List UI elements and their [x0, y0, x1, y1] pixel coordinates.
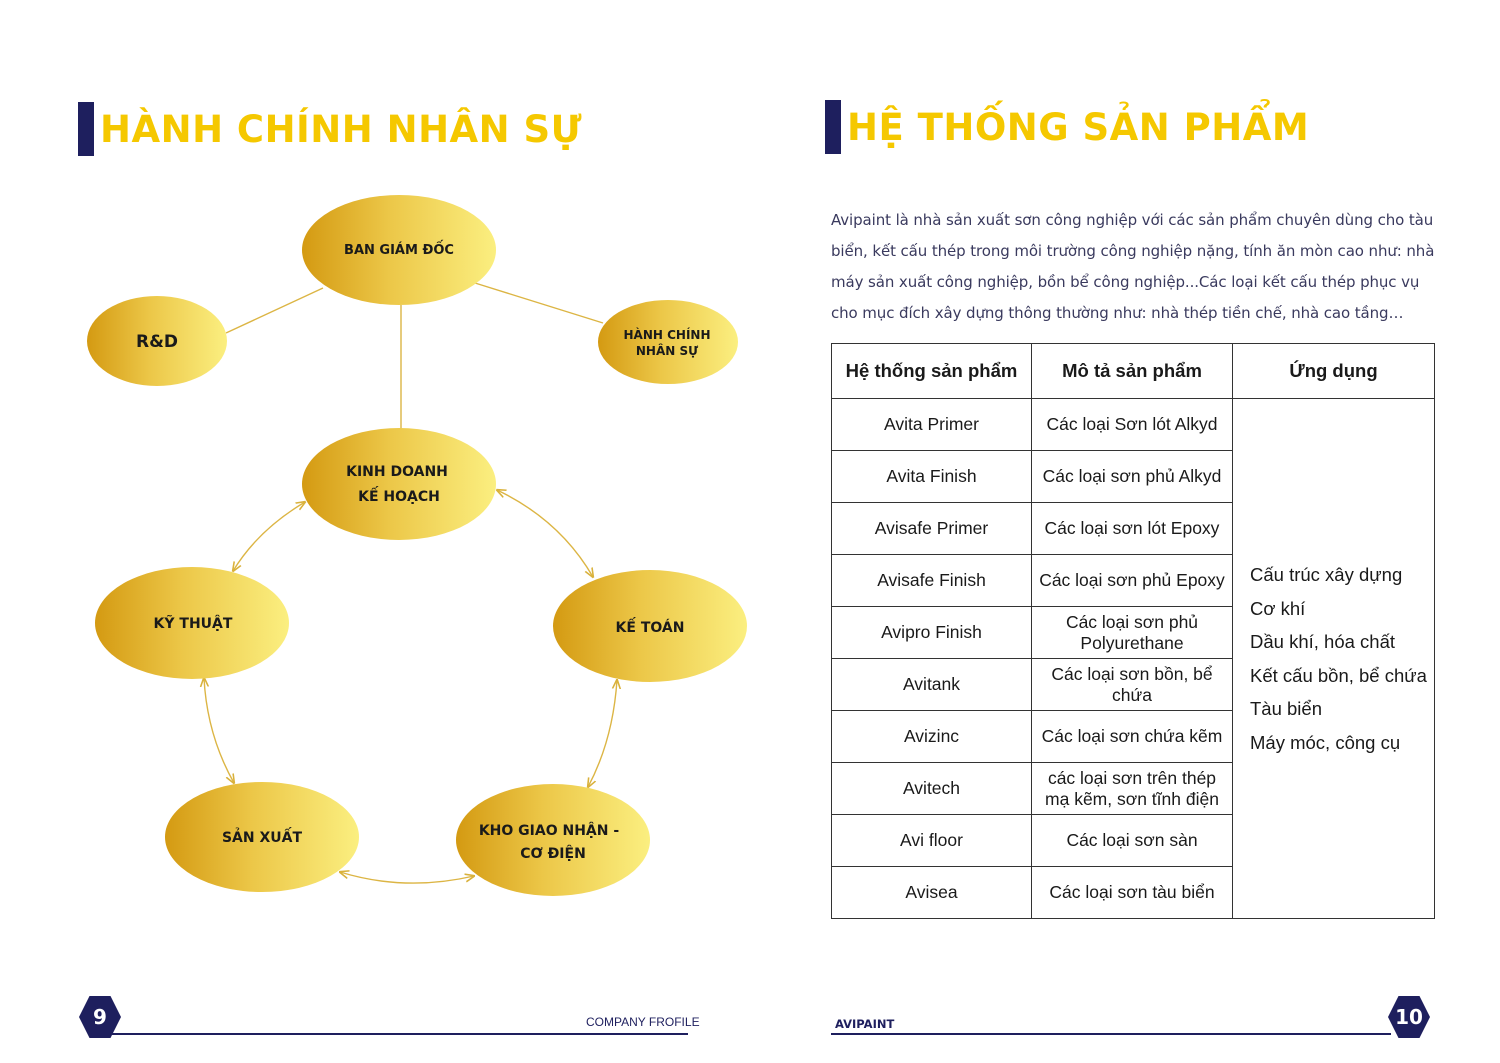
org-node-ban-giam-doc	[302, 195, 496, 305]
application-item: Cấu trúc xây dựng	[1250, 564, 1403, 585]
system-cell: Avizinc	[832, 711, 1032, 763]
node-label: KỸ THUẬT	[153, 616, 233, 632]
description-cell: Các loại sơn phủ Alkyd	[1032, 451, 1233, 503]
arrow-connector	[204, 678, 234, 783]
applications-cell	[1233, 399, 1435, 919]
org-node-rnd	[87, 296, 227, 386]
description-cell: Các loại sơn phủ Polyurethane	[1032, 607, 1233, 659]
system-cell: Avita Finish	[832, 451, 1032, 503]
arrow-connector	[233, 502, 305, 571]
application-item: Máy móc, công cụ	[1250, 731, 1401, 753]
table-header-row	[832, 344, 1435, 399]
footer-rule-right	[831, 1033, 1391, 1035]
arrow-connector	[340, 872, 474, 883]
description-cell: Các loại sơn tàu biển	[1032, 867, 1233, 919]
description-cell: Các loại sơn lót Epoxy	[1032, 503, 1233, 555]
header-system: Hệ thống sản phẩm	[832, 344, 1032, 399]
description-cell: các loại sơn trên thép mạ kẽm, sơn tĩnh điện	[1032, 763, 1233, 815]
application-item: Dầu khí, hóa chất	[1250, 631, 1396, 652]
node-label: KINH DOANH	[346, 464, 448, 480]
header-description: Mô tả sản phẩm	[1032, 344, 1233, 399]
connector-line	[475, 283, 603, 323]
system-cell: Avisafe Primer	[832, 503, 1032, 555]
arrow-connector	[588, 680, 617, 787]
left-page-title: HÀNH CHÍNH NHÂN SỰ	[78, 102, 582, 156]
node-label: HÀNH CHÍNH	[623, 328, 711, 342]
node-label: R&D	[135, 332, 179, 352]
system-cell: Avisafe Finish	[832, 555, 1032, 607]
node-label: KẾ TOÁN	[615, 620, 685, 636]
org-node-ke-toan	[553, 570, 747, 682]
system-cell: Avita Primer	[832, 399, 1032, 451]
intro-line: máy sản xuất công nghiệp, bồn bể công nghiệp...Các loại kết cấu thép phục vụ	[831, 273, 1420, 291]
system-cell: Avitank	[832, 659, 1032, 711]
connector-line	[226, 288, 323, 333]
intro-line: cho mục đích xây dựng thông thường như: nhà thép tiền chế, nhà cao tầng…	[831, 304, 1404, 322]
page-number-badge-right: 10	[1388, 996, 1430, 1038]
description-cell: Các loại Sơn lót Alkyd	[1032, 399, 1233, 451]
footer-label-right: AVIPAINT	[835, 1017, 895, 1031]
org-node-kho-giao-nhan-co-dien	[456, 784, 650, 896]
page-number-badge-left: 9	[79, 996, 121, 1038]
title-accent-bar	[825, 100, 841, 154]
node-label: NHÂN SỰ	[635, 344, 699, 358]
org-chart	[0, 0, 780, 960]
system-cell: Avisea	[832, 867, 1032, 919]
intro-line: Avipaint là nhà sản xuất sơn công nghiệp với các sản phẩm chuyên dùng cho tàu	[831, 211, 1434, 229]
intro-line: biển, kết cấu thép trong môi trường công nghiệp nặng, tính ăn mòn cao như: nhà	[831, 242, 1435, 260]
org-node-ky-thuat	[95, 567, 289, 679]
intro-paragraph	[831, 205, 1437, 329]
node-label: KHO GIAO NHẬN -	[478, 823, 620, 839]
footer-rule-left	[96, 1033, 688, 1035]
product-table	[831, 343, 1435, 919]
system-cell: Avipro Finish	[832, 607, 1032, 659]
org-node-hanh-chinh-nhan-su	[598, 300, 738, 384]
node-label: KẾ HOẠCH	[358, 489, 440, 505]
description-cell: Các loại sơn chứa kẽm	[1032, 711, 1233, 763]
node-label: SẢN XUẤT	[221, 830, 303, 846]
header-application: Ứng dụng	[1233, 344, 1435, 399]
application-item: Tàu biển	[1250, 698, 1322, 719]
node-label: BAN GIÁM ĐỐC	[344, 243, 454, 258]
system-cell: Avitech	[832, 763, 1032, 815]
node-label: CƠ ĐIỆN	[520, 846, 586, 862]
org-node-san-xuat	[165, 782, 359, 892]
system-cell: Avi floor	[832, 815, 1032, 867]
footer-label-left: COMPANY FROFILE	[586, 1015, 700, 1029]
org-node-kinh-doanh-ke-hoach	[302, 428, 496, 540]
arrow-connector	[497, 490, 593, 577]
description-cell: Các loại sơn sàn	[1032, 815, 1233, 867]
right-page-title: HỆ THỐNG SẢN PHẨM	[825, 100, 1309, 154]
description-cell: Các loại sơn bồn, bể chứa	[1032, 659, 1233, 711]
description-cell: Các loại sơn phủ Epoxy	[1032, 555, 1233, 607]
table-row	[832, 399, 1435, 451]
application-item: Kết cấu bồn, bể chứa	[1250, 664, 1427, 686]
application-item: Cơ khí	[1250, 597, 1306, 619]
